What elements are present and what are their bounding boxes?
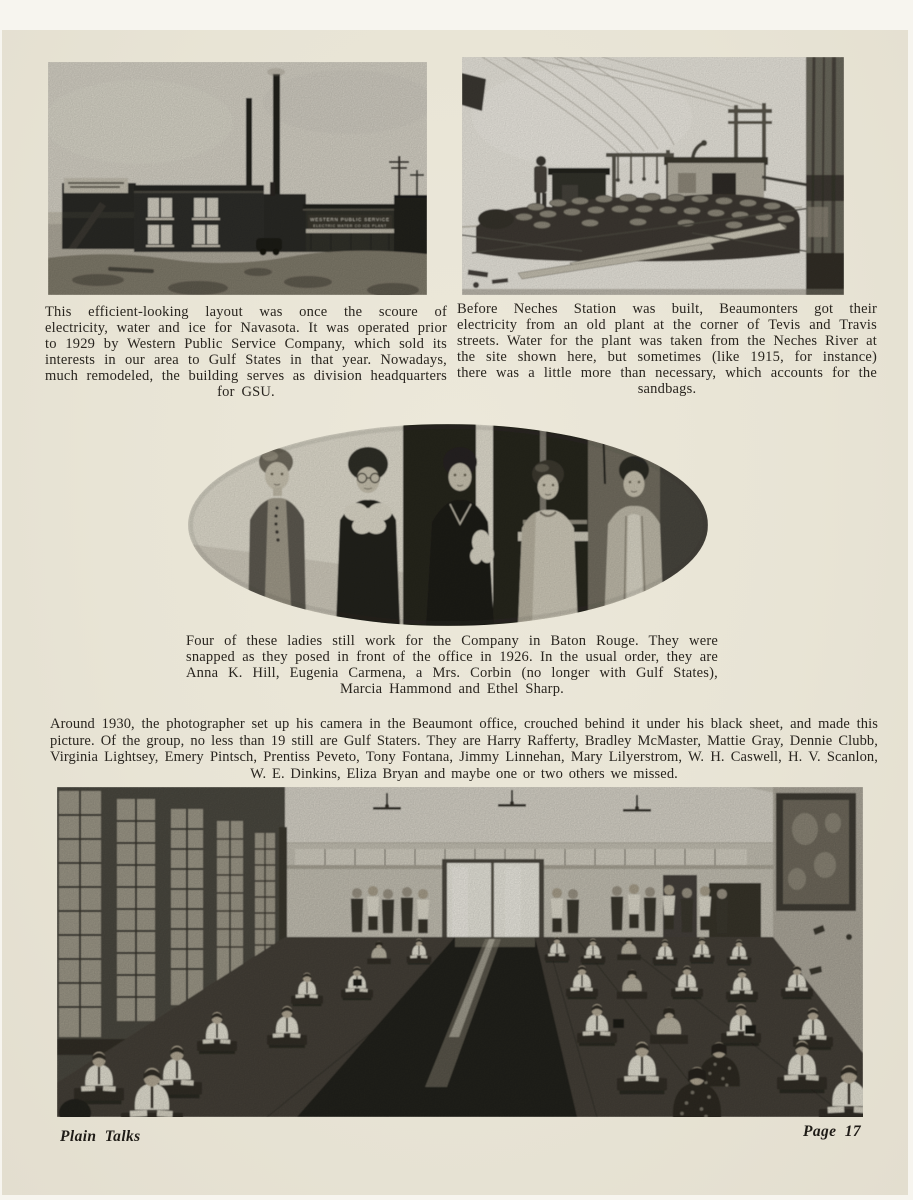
ladies-group-illustration [188, 424, 708, 626]
caption-neches: Before Neches Station was built, Beaumonters got their electricity from an old plant at the corner of Tevis and Travis streets. Water for the plant was taken from the Neches River at the site shown here, but sometimes (like 1915, for instance) there was a little more than necessary, which accounts for the sandbags. [457, 301, 877, 398]
footer-page-number: Page 17 [802, 1123, 861, 1140]
photo-neches-river-site [462, 57, 844, 295]
photo-ladies-oval [188, 424, 708, 626]
plant-sign-line2: ELECTRIC WATER CO ICE PLANT [313, 224, 387, 228]
caption-ladies: Four of these ladies still work for the Company in Baton Rouge. They were snapped as they posed in front of the office in 1926. In the usual order, they are Anna K. Hill, Eugenia Carmena, a Mrs. Corbin (no longer with Gulf States), Marcia Hammond and Ethel Sharp. [186, 633, 718, 698]
neches-site-illustration [462, 57, 844, 295]
footer-publication-title: Plain Talks [60, 1128, 141, 1145]
caption-navasota: This efficient-looking layout was once the scoure of electricity, water and ice for Navasota. It was operated prior to 1929 by Western Public Service Company, which sold its interests in our area to Gulf States in that year. Nowadays, much remodeled, the building serves as division headquarters for GSU. [45, 304, 447, 401]
plant-sign-line1: WESTERN PUBLIC SERVICE [310, 217, 390, 222]
paragraph-beaumont-office: Around 1930, the photographer set up his camera in the Beaumont office, crouched behind it under his black sheet, and made this picture. Of the group, no less than 19 still are Gulf Staters. They are Harry Rafferty, Bradley McMaster, Mattie Gray, Dennie Clubb, Virginia Lightsey, Emery Pintsch, Prentiss Peveto, Tony Fontana, Jimmy Linnehan, Mary Lilyerstrom, W. H. Caswell, H. V. Scanlon, W. E. Dinkins, Eliza Bryan and maybe one or two others we missed. [50, 716, 878, 782]
photo-beaumont-office [57, 787, 863, 1117]
photo-navasota-plant [48, 62, 427, 295]
beaumont-office-illustration [57, 787, 863, 1117]
navasota-plant-illustration [48, 62, 427, 295]
